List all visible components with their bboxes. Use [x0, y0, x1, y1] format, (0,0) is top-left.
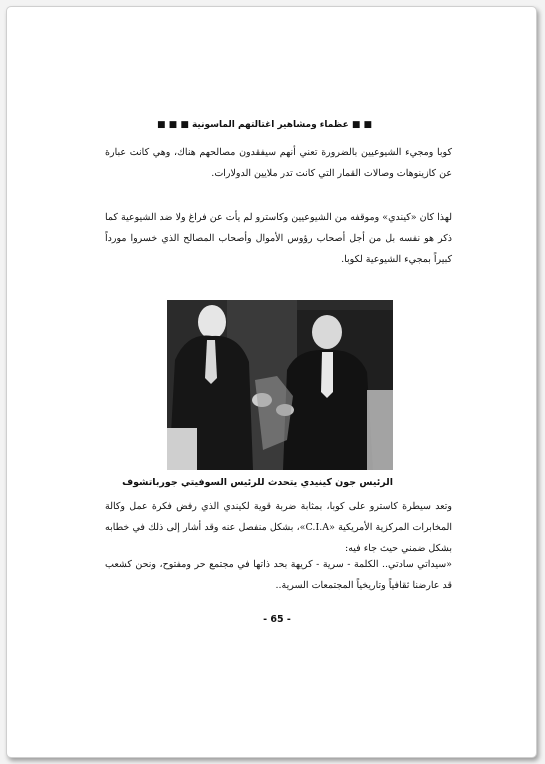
paragraph-2: لهذا كان «كيندي» وموقفه من الشيوعيين وكاسترو لم يأت عن فراغ ولا ضد الشيوعية كما ذكر هو نفسه بل من أجل أصحاب رؤوس الأموال وأصحاب المصالح الذي خسروا مورداً كبيراً بمجيء الشيوعية لكوبا.: [105, 212, 452, 265]
paragraph-4: «سيداتي سادتي.. الكلمة - سرية - كريهة بحد ذاتها في مجتمع حر ومفتوح، ونحن كشعب قد عارضنا ثقافياً وتاريخياً المجتمعات السرية..: [105, 559, 452, 591]
photo-illustration: [167, 300, 393, 470]
running-header: ■ ■ عظماء ومشاهير اغتالتهم الماسونية ■ ■ ■: [157, 120, 372, 130]
historical-photo: [167, 300, 393, 470]
book-page: [6, 6, 537, 758]
photo-caption: الرئيس جون كينيدي يتحدث للرئيس السوفيتي جورباتشوف: [122, 477, 393, 488]
paragraph-3: وتعد سيطرة كاسترو على كوبا، بمثابة ضربة قوية لكيندي الذي رفض فكرة عمل وكالة المخابرات المركزية الأمريكية «C.I.A»، بشكل منفصل عنه وقد أشار إلى ذلك في خطابه بشكل ضمني حيث جاء فيه:: [105, 501, 452, 554]
paragraph-1: كوبا ومجيء الشيوعيين بالضرورة تعني أنهم سيفقدون مصالحهم هناك، وهي كانت عبارة عن كازينوهات وصالات القمار التي كانت تدر ملايين الدولارات.: [105, 147, 452, 179]
page-number: - 65 -: [263, 614, 291, 625]
